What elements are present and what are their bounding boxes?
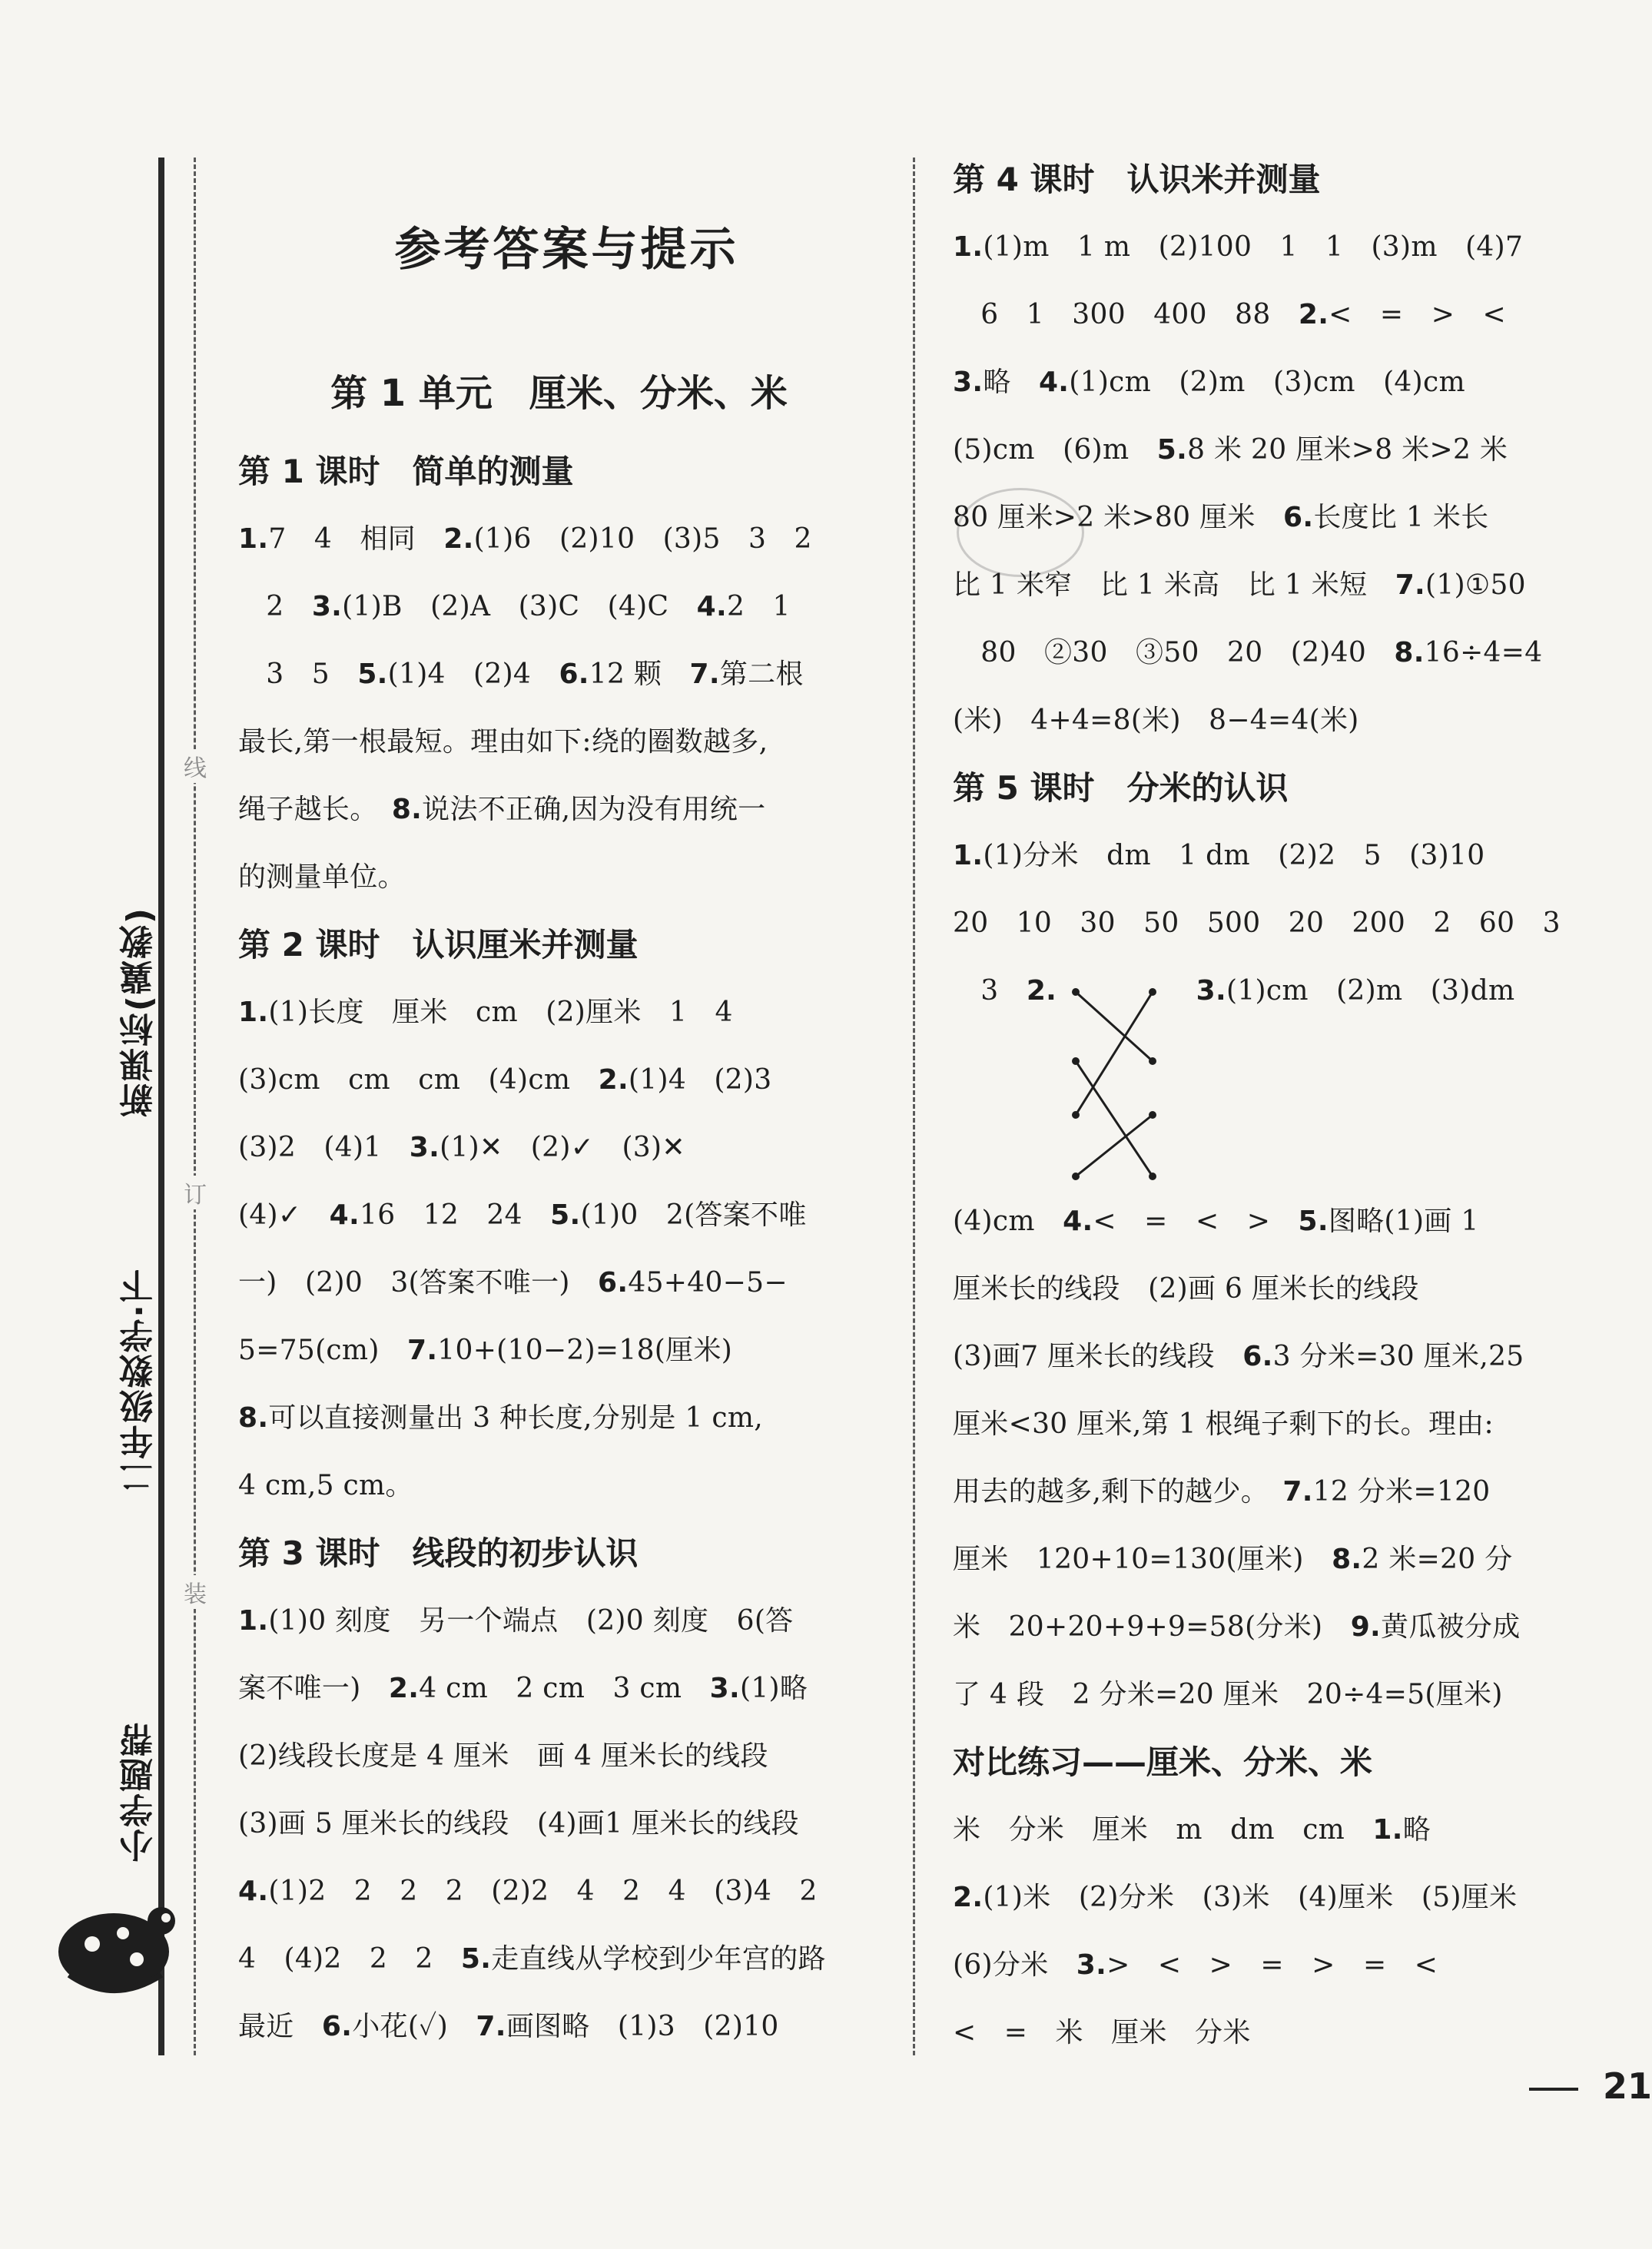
answer-line — [238, 1385, 880, 1452]
answer-text: 用去的越多,剩下的越少。 — [953, 1476, 1283, 1508]
answer-line — [238, 1790, 880, 1858]
question-number: 2. — [953, 1882, 984, 1913]
answer-line — [953, 1661, 1591, 1729]
answer-line — [238, 1047, 880, 1114]
answer-line — [238, 1723, 880, 1790]
answer-text: 12 分米=120 — [1312, 1476, 1491, 1508]
answer-line — [238, 979, 880, 1047]
answer-text: 走直线从学校到少年宫的路 — [491, 1943, 826, 1975]
answer-text: (4)✓ — [238, 1199, 330, 1231]
answer-line — [953, 1796, 1591, 1864]
answer-line — [953, 957, 1514, 1025]
answer-text: < = 米 厘米 分米 — [953, 2017, 1251, 2048]
answer-line — [238, 1114, 880, 1182]
margin-mark-bind: 订 — [181, 1176, 209, 1209]
answer-text: 4 cm,5 cm。 — [238, 1470, 413, 1501]
answer-text: 一) (2)0 3(答案不唯一) — [238, 1267, 599, 1299]
answer-text: (6)分米 — [953, 1949, 1076, 1981]
lesson-section — [238, 1520, 880, 2061]
answer-line — [953, 1999, 1591, 2067]
answer-text: 16 12 24 — [360, 1199, 551, 1231]
answer-text: (1)0 2(答案不唯 — [580, 1199, 807, 1231]
answer-text: 8 米 20 厘米>8 米>2 米 — [1187, 434, 1508, 466]
question-number: 1. — [238, 1605, 269, 1637]
question-number: 4. — [238, 1876, 269, 1907]
answer-text: 了 4 段 2 分米=20 厘米 20÷4=5(厘米) — [953, 1679, 1503, 1710]
answer-text: (1)分米 dm 1 dm (2)2 5 (3)10 — [983, 840, 1485, 871]
answer-text: (1)6 (2)10 (3)5 3 2 — [473, 523, 812, 555]
answer-line — [238, 641, 880, 708]
matching-dot — [1149, 1111, 1156, 1119]
answer-text: 16÷4=4 — [1424, 637, 1543, 668]
answer-line — [953, 687, 1591, 755]
question-number: 1. — [238, 997, 269, 1028]
answer-line — [238, 776, 880, 844]
question-number: 2. — [388, 1673, 420, 1704]
margin-mark-fasten: 装 — [181, 1575, 209, 1609]
matching-line — [1076, 992, 1153, 1115]
answer-text: 的测量单位。 — [238, 861, 406, 893]
answer-line — [238, 1655, 880, 1723]
answer-text: 可以直接测量出 3 种长度,分别是 1 cm, — [268, 1402, 763, 1434]
spine-book-title: 二年级数学·下 — [120, 1268, 159, 1494]
question-number: 7. — [476, 2011, 506, 2042]
answer-text: 略 — [1402, 1814, 1431, 1846]
answer-line — [953, 890, 1591, 957]
answer-text: 略 — [983, 367, 1039, 398]
answer-text: (3)cm cm cm (4)cm — [238, 1064, 599, 1096]
answer-line — [953, 281, 1591, 349]
answer-line — [953, 1526, 1591, 1594]
question-number: 8. — [391, 794, 423, 825]
matching-dot — [1072, 988, 1080, 996]
spine-brand: 小学题帮 — [120, 1721, 159, 1863]
answer-text: 12 颗 — [589, 658, 690, 690]
answer-line — [953, 1256, 1591, 1323]
question-number: 6. — [559, 658, 589, 690]
question-number: 9. — [1350, 1611, 1382, 1643]
spine-edition: 新课标(冀教) — [120, 907, 159, 1118]
lesson-title: 第 5 课时 分米的认识 — [953, 769, 1289, 807]
answer-line — [238, 1452, 880, 1520]
answer-line — [953, 1188, 1591, 1256]
answer-line — [238, 1926, 880, 1993]
answer-line — [238, 844, 880, 911]
binding-dashed-line — [194, 158, 196, 2055]
answer-text: (1)0 刻度 另一个端点 (2)0 刻度 6(答 — [268, 1605, 794, 1637]
right-column — [953, 146, 1591, 2067]
question-number: 2. — [1298, 299, 1329, 330]
answer-text: (4)cm — [953, 1206, 1063, 1237]
question-number: 6. — [1242, 1341, 1273, 1372]
matching-dot — [1149, 988, 1156, 996]
matching-line — [1076, 1115, 1153, 1176]
answer-line — [953, 416, 1591, 484]
answer-text: 第二根 — [719, 658, 804, 690]
question-number: 5. — [1298, 1206, 1329, 1237]
question-number: 6. — [1282, 502, 1314, 533]
question-number: 7. — [689, 658, 720, 690]
question-number: 3. — [709, 1673, 740, 1704]
answer-text: (1)米 (2)分米 (3)米 (4)厘米 (5)厘米 — [983, 1882, 1518, 1913]
question-number: 4. — [1063, 1206, 1093, 1237]
matching-dot — [1149, 1057, 1156, 1065]
answer-text: 3 分米=30 厘米,25 — [1272, 1341, 1524, 1372]
answer-line — [953, 1323, 1591, 1391]
matching-dot — [1149, 1173, 1156, 1180]
answer-text: (3)画 5 厘米长的线段 (4)画1 厘米长的线段 — [238, 1808, 799, 1839]
answer-text: (1)略 — [739, 1673, 808, 1704]
question-number: 3. — [953, 367, 984, 398]
answer-text: (1)cm (2)m (3)cm (4)cm — [1069, 367, 1465, 398]
lesson-title: 对比练习——厘米、分米、米 — [953, 1743, 1373, 1781]
answer-line — [953, 484, 1591, 552]
answer-line — [953, 1864, 1591, 1932]
question-number: 2. — [1026, 975, 1057, 1007]
answer-text: (1)cm (2)m (3)dm — [1226, 975, 1515, 1007]
question-number: 1. — [953, 231, 984, 263]
answer-line — [238, 1317, 880, 1385]
matching-line — [1076, 1061, 1153, 1176]
answer-text: 4 cm 2 cm 3 cm — [419, 1673, 710, 1704]
question-number: 6. — [321, 2011, 353, 2042]
question-number: 1. — [953, 840, 984, 871]
answer-text: (1)4 (2)3 — [628, 1064, 772, 1096]
question-number: 2. — [598, 1064, 629, 1096]
answer-text: 米 分米 厘米 m dm cm — [953, 1814, 1373, 1846]
answer-line — [953, 1391, 1591, 1458]
answer-text: (1)①50 — [1425, 569, 1526, 601]
page-number-dash — [1529, 2088, 1578, 2091]
answer-text: 案不唯一) — [238, 1673, 389, 1704]
question-number: 2. — [443, 523, 474, 555]
answer-text: 2 1 — [727, 591, 791, 622]
answer-line — [953, 552, 1591, 619]
question-number: 4. — [1038, 367, 1070, 398]
answer-text: 厘米 120+10=130(厘米) — [953, 1544, 1332, 1575]
question-number: 7. — [406, 1335, 438, 1366]
question-number: 8. — [1332, 1544, 1362, 1575]
answer-text: (1)4 (2)4 — [387, 658, 559, 690]
answer-text: 比 1 米窄 比 1 米高 比 1 米短 — [953, 569, 1395, 601]
answer-line — [238, 506, 880, 573]
question-number: 8. — [238, 1402, 269, 1434]
answer-text: 80 ②30 ③50 20 (2)40 — [953, 637, 1395, 668]
answer-text: > < > = > = < — [1106, 1949, 1438, 1981]
question-number: 7. — [1395, 569, 1426, 601]
question-number: 7. — [1282, 1476, 1313, 1508]
answer-text: 3 5 — [238, 658, 358, 690]
answer-text: 6 1 300 400 88 — [953, 299, 1299, 330]
answer-line — [953, 1458, 1591, 1526]
lesson-section — [953, 755, 1591, 1729]
answer-text: 画图略 (1)3 (2)10 — [506, 2011, 779, 2042]
answer-line — [238, 708, 880, 776]
answer-text: (1)2 2 2 2 (2)2 4 2 4 (3)4 2 — [268, 1876, 818, 1907]
question-number: 6. — [598, 1267, 629, 1299]
answer-text: 20 10 30 50 500 20 200 2 60 3 — [953, 907, 1561, 939]
answer-text: (1)长度 厘米 cm (2)厘米 1 4 — [268, 997, 733, 1028]
right-sections — [953, 146, 1591, 2067]
answer-text: 7 4 相同 — [268, 523, 444, 555]
answer-text: 45+40−5− — [628, 1267, 788, 1299]
answer-text: 4 (4)2 2 2 — [238, 1943, 461, 1975]
question-number: 3. — [311, 591, 343, 622]
lesson-section — [238, 911, 880, 1520]
answer-text: 5=75(cm) — [238, 1335, 407, 1366]
answer-text: 绳子越长。 — [238, 794, 392, 825]
page-number: 21 — [1603, 2065, 1652, 2107]
lesson-title: 第 2 课时 认识厘米并测量 — [238, 926, 639, 964]
question-number: 1. — [1372, 1814, 1403, 1846]
matching-dot — [1072, 1057, 1080, 1065]
answer-text: (3)画7 厘米长的线段 — [953, 1341, 1243, 1372]
answer-text: (米) 4+4=8(米) 8−4=4(米) — [953, 705, 1359, 736]
answer-text: 2 — [238, 591, 312, 622]
answer-text: 10+(10−2)=18(厘米) — [437, 1335, 733, 1366]
matching-line — [1076, 992, 1153, 1061]
margin-mark-line: 线 — [181, 749, 209, 783]
lesson-section — [238, 438, 880, 911]
answer-line — [953, 619, 1591, 687]
lesson-title: 第 4 课时 认识米并测量 — [953, 161, 1321, 198]
left-column — [238, 215, 880, 2061]
answer-text: 长度比 1 米长 — [1313, 502, 1489, 533]
question-number: 5. — [1156, 434, 1188, 466]
answer-text: (2)线段长度是 4 厘米 画 4 厘米长的线段 — [238, 1740, 768, 1772]
question-number: 4. — [696, 591, 727, 622]
answer-text: 3 — [953, 975, 1027, 1007]
answer-text: 最近 — [238, 2011, 322, 2042]
answer-line — [238, 1249, 880, 1317]
question-number: 1. — [238, 523, 269, 555]
answer-text: 米 20+20+9+9=58(分米) — [953, 1611, 1351, 1643]
answer-line — [238, 1858, 880, 1926]
answer-text: 图略(1)画 1 — [1328, 1206, 1479, 1237]
answer-text: (1)m 1 m (2)100 1 1 (3)m (4)7 — [983, 231, 1524, 263]
answer-line — [953, 822, 1591, 890]
question-number: 8. — [1394, 637, 1425, 668]
answer-text: 厘米<30 厘米,第 1 根绳子剩下的长。理由: — [953, 1408, 1494, 1440]
page-title: 参考答案与提示 — [394, 223, 739, 277]
lesson-section — [953, 146, 1591, 755]
answer-line — [238, 1182, 880, 1249]
question-number: 3. — [1076, 1949, 1107, 1981]
answer-text: < = > < — [1329, 299, 1506, 330]
question-number: 3. — [1196, 975, 1226, 1007]
matching-lines-diagram — [1068, 980, 1160, 1180]
mascot-logo-icon — [46, 1859, 184, 1998]
answer-text: < = < > — [1093, 1206, 1299, 1237]
answer-text: 80 厘米>2 米>80 厘米 — [953, 502, 1283, 533]
question-number: 5. — [550, 1199, 581, 1231]
unit-title: 第 1 单元 厘米、分米、米 — [330, 372, 788, 415]
answer-text: (1)✕ (2)✓ (3)✕ — [440, 1132, 685, 1163]
matching-dot — [1072, 1173, 1080, 1180]
lesson-section — [953, 1729, 1591, 2067]
answer-line — [953, 214, 1591, 281]
question-number: 4. — [329, 1199, 360, 1231]
answer-text: 最长,第一根最短。理由如下:绕的圈数越多, — [238, 726, 768, 758]
column-divider — [913, 158, 915, 2055]
matching-dot — [1072, 1111, 1080, 1119]
answer-text: (5)cm (6)m — [953, 434, 1157, 466]
answer-text: 黄瓜被分成 — [1381, 1611, 1521, 1643]
lesson-title: 第 1 课时 简单的测量 — [238, 453, 574, 490]
question-number: 5. — [460, 1943, 492, 1975]
left-sections — [238, 438, 880, 2061]
answer-text: 小花(✓) — [352, 2011, 476, 2042]
answer-line — [953, 1932, 1591, 1999]
answer-text: (1)B (2)A (3)C (4)C — [342, 591, 697, 622]
answer-line — [953, 349, 1591, 416]
answer-text: 厘米长的线段 (2)画 6 厘米长的线段 — [953, 1273, 1419, 1305]
question-number: 3. — [409, 1132, 440, 1163]
answer-line — [238, 1993, 880, 2061]
matching-answer-row — [953, 957, 1591, 1188]
answer-text: 说法不正确,因为没有用统一 — [422, 794, 766, 825]
answer-line — [238, 1587, 880, 1655]
answer-text: 2 米=20 分 — [1362, 1544, 1513, 1575]
question-number: 5. — [357, 658, 388, 690]
answer-line — [238, 573, 880, 641]
answer-line — [953, 1594, 1591, 1661]
lesson-title: 第 3 课时 线段的初步认识 — [238, 1534, 639, 1572]
answer-text: (3)2 (4)1 — [238, 1132, 410, 1163]
